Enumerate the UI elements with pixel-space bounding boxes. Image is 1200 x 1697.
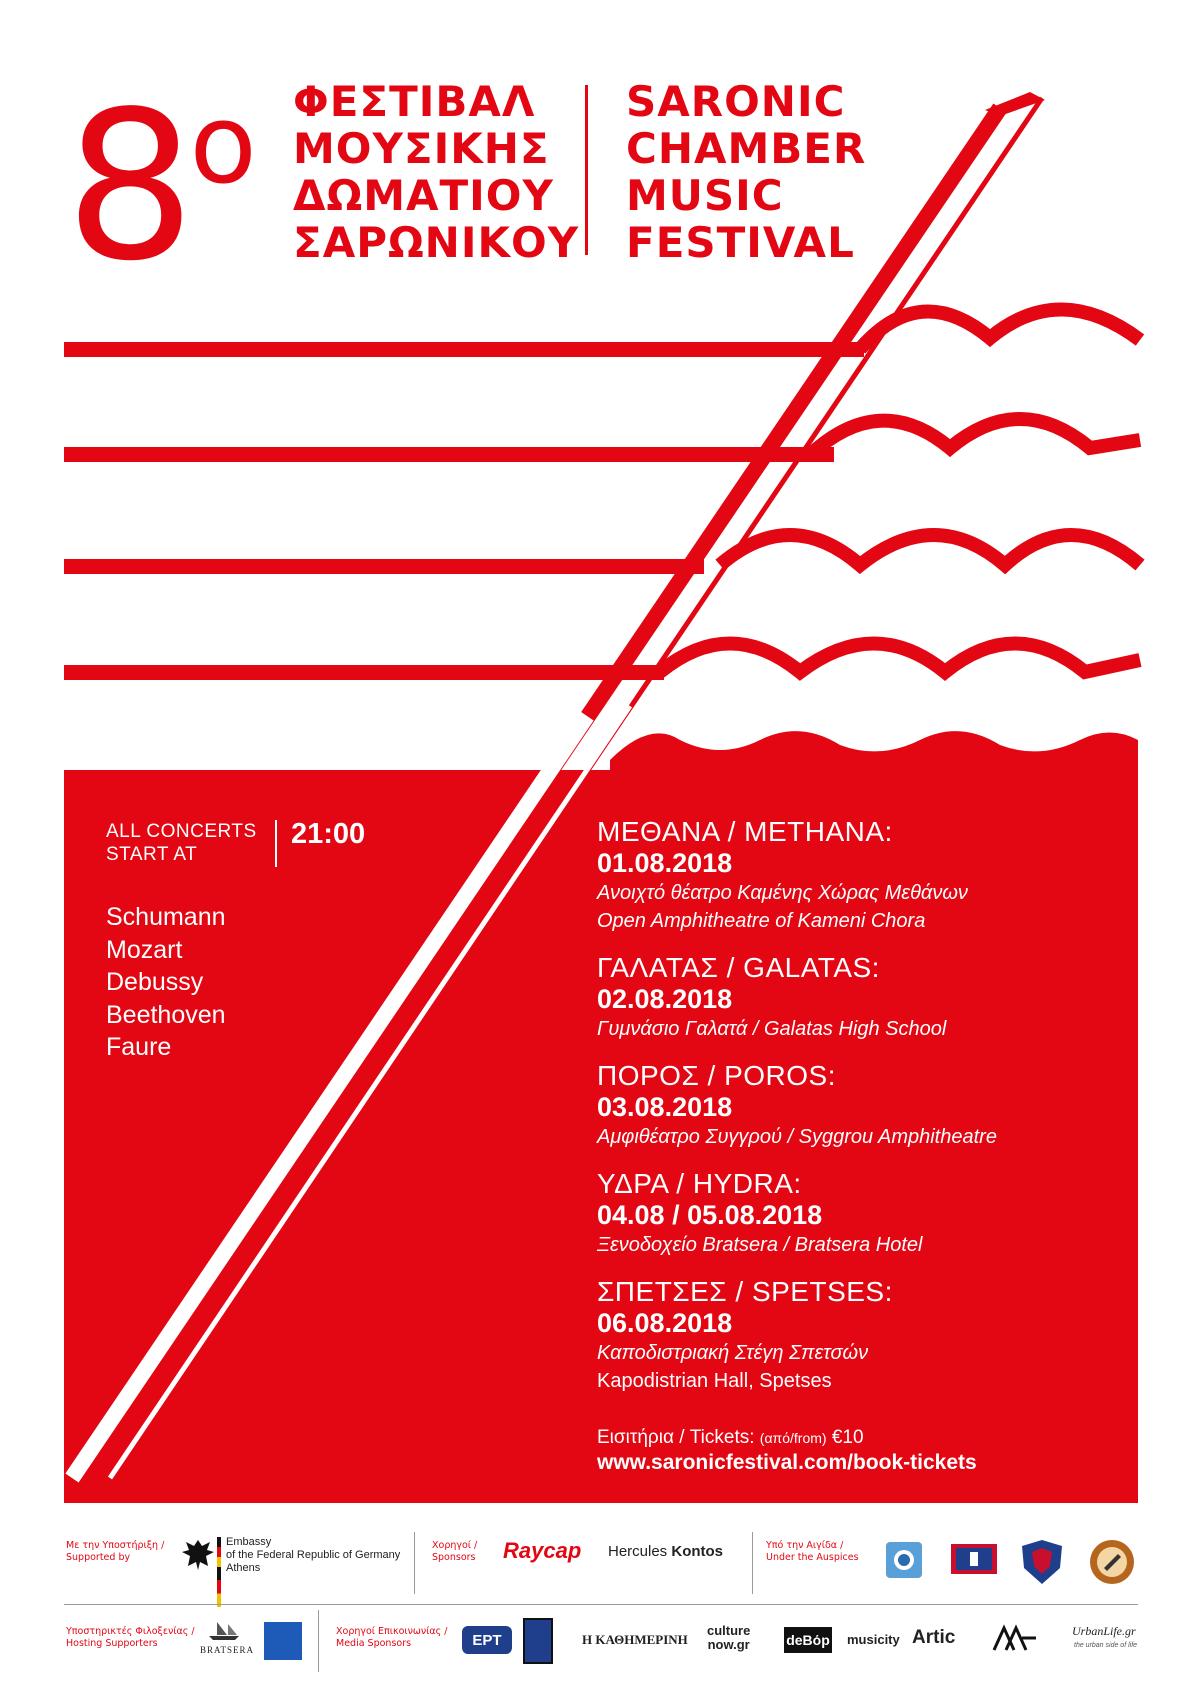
flag-stripe-red [217, 1547, 221, 1557]
venue-city: ΓΑΛΑΤΑΣ / GALATAS: [597, 952, 880, 983]
culturenow-line: now.gr [707, 1637, 750, 1652]
footer-rule [64, 1604, 1138, 1605]
venue-city: ΥΔΡΑ / HYDRA: [597, 1168, 802, 1199]
venue-item [597, 952, 1157, 1043]
wave [810, 419, 1140, 455]
municipal-emblem-icon [884, 1540, 924, 1584]
embassy-line: Embassy [226, 1536, 272, 1548]
venue-place: Καποδιστριακή Στέγη Σπετσών [597, 1342, 869, 1364]
venue-item [597, 1060, 1157, 1151]
sponsors-label-line: Sponsors [432, 1552, 476, 1563]
ert-logo: ΕΡΤ [462, 1626, 512, 1654]
staff-line [64, 447, 834, 462]
musicity-logo: musicity [847, 1632, 900, 1647]
auspices-label-line: Υπό την Αιγίδα / [766, 1540, 844, 1551]
wave [860, 309, 1140, 349]
title-english-line: CHAMBER [626, 124, 867, 173]
hydra-emblem-icon [950, 1543, 998, 1575]
wave-top-panel [610, 731, 1138, 770]
ticket-label: Εισιτήρια / Tickets: [597, 1427, 755, 1448]
title-divider [585, 85, 588, 255]
culturenow-line: culture [707, 1623, 751, 1638]
festival-edition: $8^o$ [65, 68, 251, 307]
start-label-line: ALL CONCERTS [106, 821, 257, 842]
ticket-price: €10 [831, 1427, 864, 1448]
title-greek-line: ΣΑΡΩΝΙΚΟΥ [293, 218, 580, 267]
venue-list [597, 816, 1157, 1412]
title-english-line: SARONIC [626, 77, 846, 126]
venue-place: Ανοιχτό θέατρο Καμένης Χώρας Μεθάνων [597, 882, 968, 904]
composer: Beethoven [106, 1000, 226, 1029]
kontos-text: Kontos [671, 1543, 724, 1560]
venue-item [597, 816, 1157, 935]
title-english [626, 78, 866, 266]
ticket-url-link[interactable]: www.saronicfestival.com/book-tickets [597, 1451, 977, 1474]
venue-date: 01.08.2018 [597, 848, 733, 878]
support-label-line: Supported by [66, 1552, 131, 1563]
start-label [106, 820, 257, 866]
venue-item [597, 1276, 1157, 1395]
wave [720, 535, 1140, 565]
start-divider [275, 820, 277, 867]
german-eagle-icon [180, 1538, 216, 1572]
composer: Schumann [106, 903, 226, 931]
sponsors-label [432, 1540, 477, 1564]
debop-logo: deBόp [784, 1627, 832, 1653]
venue-city: ΜΕΘΑΝΑ / METHANA: [597, 816, 893, 847]
hosting-label-line: Υποστηρικτές Φιλοξενίας / [66, 1626, 195, 1637]
venue-place: Open Amphitheatre of Kameni Chora [597, 910, 926, 932]
hosting-label-line: Hosting Supporters [66, 1638, 158, 1649]
venue-date: 03.08.2018 [597, 1092, 733, 1122]
venue-date: 02.08.2018 [597, 984, 733, 1014]
hercules-kontos-logo [608, 1543, 723, 1560]
support-label [66, 1540, 164, 1564]
bratsera-logo: BRATSERA [200, 1645, 255, 1655]
urbanlife-tagline: the urban side of life [1074, 1642, 1138, 1649]
hercules-text: Hercules [608, 1543, 668, 1560]
avaf-logo-icon [992, 1624, 1038, 1654]
title-english-line: FESTIVAL [626, 218, 855, 267]
title-english-line: MUSIC [626, 171, 784, 220]
german-flag-bar [217, 1567, 221, 1607]
start-time: 21:00 [291, 818, 366, 850]
urbanlife-logo: UrbanLife.gr [1072, 1624, 1136, 1638]
support-label-line: Με την Υποστήριξη / [66, 1540, 165, 1551]
sponsors-label-line: Χορηγοί / [432, 1540, 478, 1551]
venue-city: ΠΟΡΟΣ / POROS: [597, 1060, 837, 1091]
auspices-label-line: Under the Auspices [766, 1552, 859, 1563]
media-label-line: Χορηγοί Επικοινωνίας / [336, 1626, 448, 1637]
composer-list [106, 901, 226, 1064]
wave [660, 644, 1140, 673]
flag-stripe-black [217, 1537, 221, 1547]
raycap-logo: Raycap [503, 1538, 582, 1563]
hosting-label [66, 1626, 195, 1650]
start-label-line: START AT [106, 844, 198, 865]
title-greek-line: ΔΩΜΑΤΙΟΥ [293, 171, 554, 220]
embassy-text [226, 1536, 400, 1575]
venue-place: Kapodistrian Hall, Spetses [597, 1370, 832, 1392]
venue-item [597, 1168, 1157, 1259]
bratsera-ship-icon [207, 1620, 241, 1642]
trito-radio-logo [523, 1618, 553, 1664]
media-label [336, 1626, 447, 1650]
footer-divider [318, 1610, 319, 1672]
title-greek-line: ΜΟΥΣΙΚΗΣ [293, 124, 550, 173]
title-greek-line: ΦΕΣΤΙΒΑΛ [293, 77, 536, 126]
composer: Mozart [106, 935, 183, 964]
spetses-shield-icon [1020, 1538, 1064, 1586]
artic-logo: Artic [912, 1627, 956, 1648]
footer-divider [752, 1532, 753, 1594]
composer: Debussy [106, 968, 204, 996]
title-greek [293, 78, 579, 266]
venue-date: 04.08 / 05.08.2018 [597, 1200, 823, 1230]
auspices-label [766, 1540, 859, 1564]
culturenow-logo [707, 1624, 750, 1652]
venue-date: 06.08.2018 [597, 1308, 733, 1338]
venue-place: Αμφιθέατρο Συγγρού / Syggrou Amphitheatre [597, 1126, 997, 1148]
hotel-logo-icon [264, 1622, 302, 1660]
venue-place: Ξενοδοχείο Bratsera / Bratsera Hotel [597, 1234, 923, 1256]
media-label-line: Media Sponsors [336, 1638, 412, 1649]
composer: Faure [106, 1033, 172, 1061]
venue-place: Γυμνάσιο Γαλατά / Galatas High School [597, 1018, 947, 1040]
venue-city: ΣΠΕΤΣΕΣ / SPETSES: [597, 1276, 893, 1307]
staff-line [64, 342, 864, 357]
embassy-line: Athens [226, 1562, 261, 1574]
kathimerini-logo: Η ΚΑΘΗΜΕΡΙΝΗ [582, 1632, 688, 1647]
staff-line [64, 665, 664, 680]
ticket-from: (από/from) [759, 1430, 827, 1446]
poros-seal-icon [1088, 1538, 1136, 1586]
embassy-line: of the Federal Republic of Germany [226, 1549, 401, 1561]
staff-line [64, 559, 704, 574]
flag-stripe-gold [217, 1557, 221, 1567]
footer-divider [414, 1532, 415, 1594]
ticket-info [597, 1425, 864, 1451]
